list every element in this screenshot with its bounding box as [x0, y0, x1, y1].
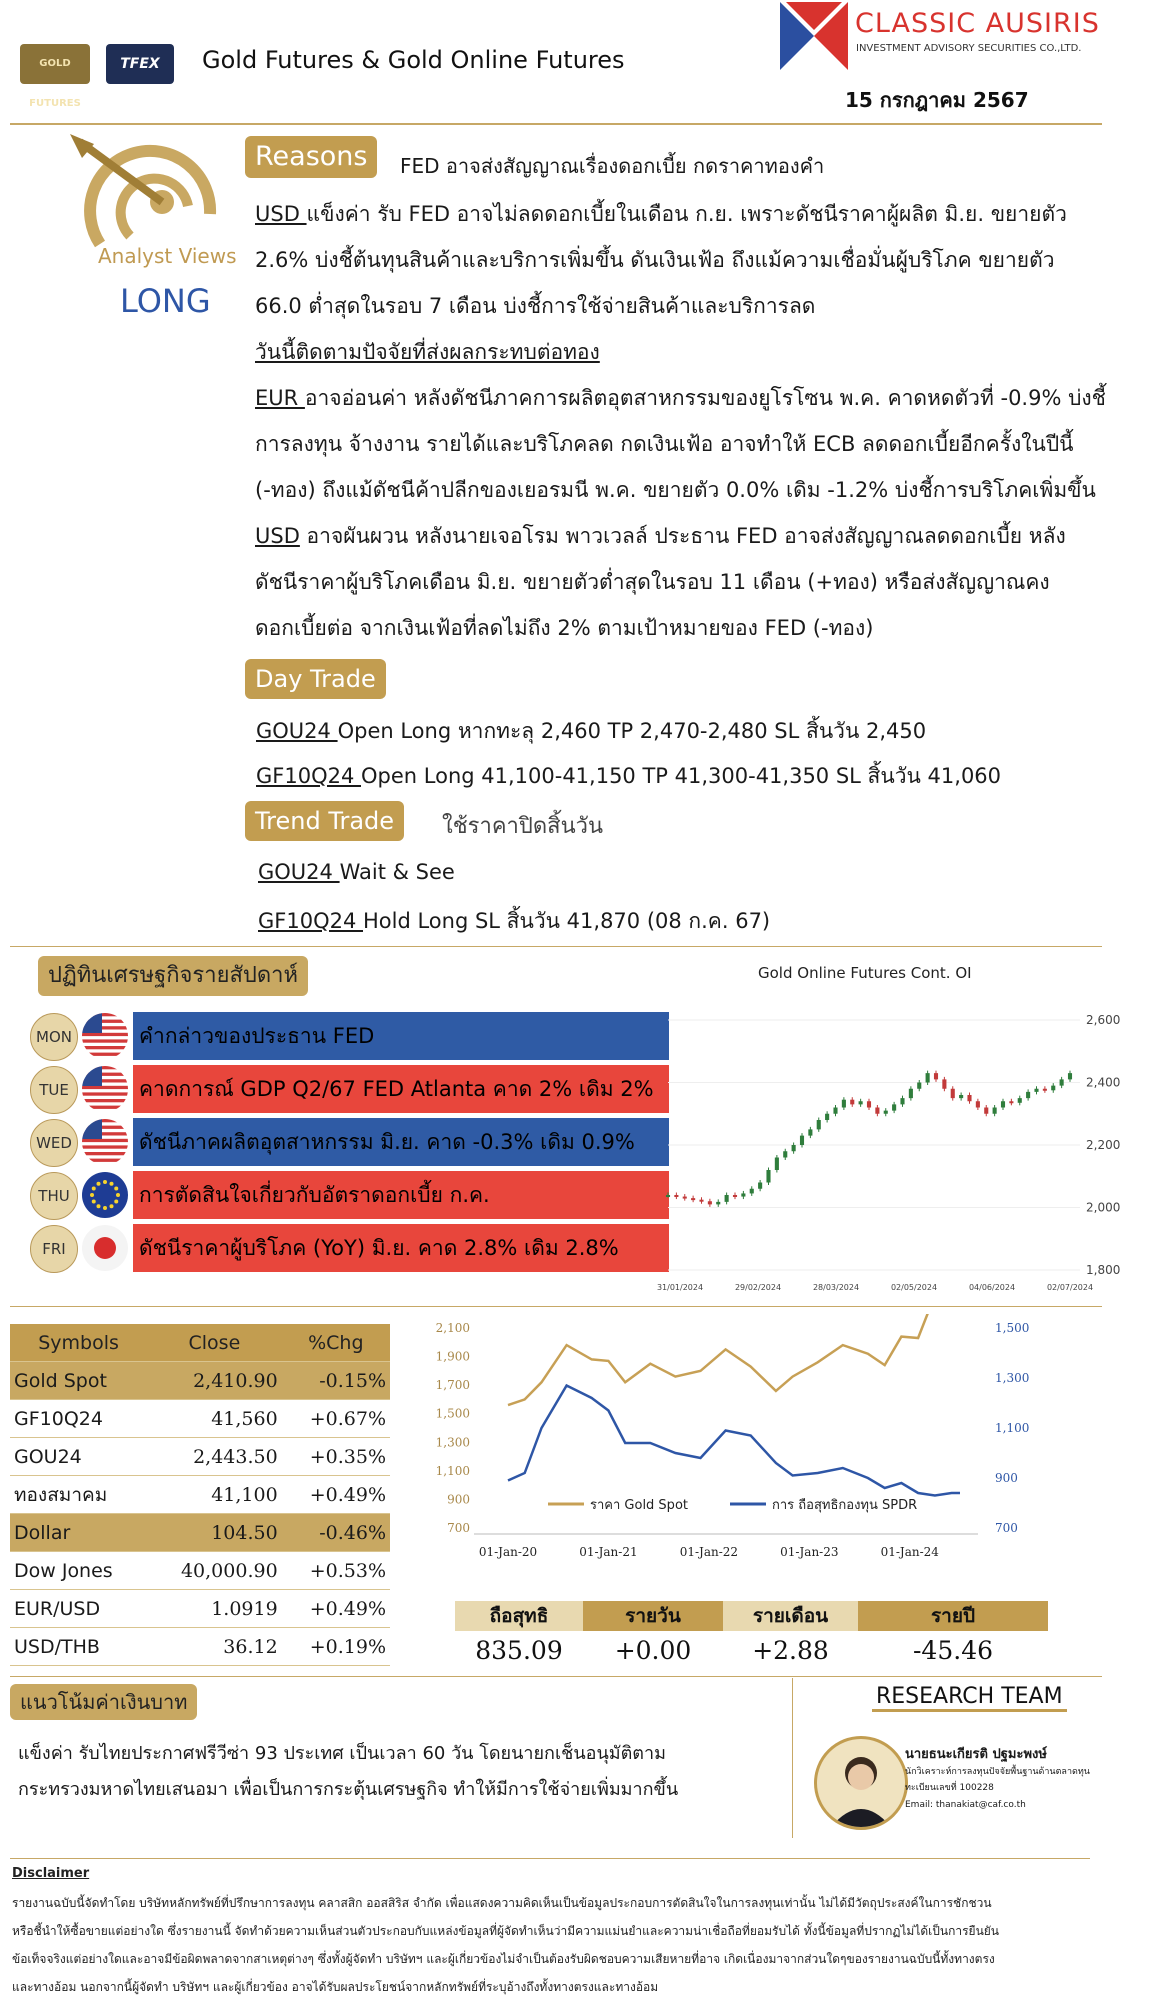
close-cell: 104.50: [147, 1514, 282, 1552]
oi-candle: [708, 1201, 712, 1204]
day-trade-tag: Day Trade: [245, 659, 386, 699]
jp-flag-icon: [82, 1225, 128, 1271]
reasons-p3-line3: ดอกเบี้ยต่อ จากเงินเฟ้อที่ลดไม่ถึง 2% ตามเป้าหมายของ FED (-ทอง): [255, 616, 874, 640]
oi-candle: [817, 1120, 821, 1129]
brand-name: CLASSIC AUSIRIS: [855, 8, 1100, 39]
reasons-p1-line2: 2.6% บ่งชี้ต้นทุนสินค้าและบริการเพิ่มขึ้น ดันเงินเฟ้อ ถึงแม้ความเชื่อมั่นผู้บริโภค ขยายตัว: [255, 248, 1055, 272]
day-trade-symbol-2: GF10Q24: [256, 764, 361, 788]
spdr-stat-header: รายวัน: [583, 1601, 723, 1631]
analyst-email: Email: thanakiat@caf.co.th: [905, 1800, 1026, 1810]
gs-right-tick: 900: [995, 1471, 1018, 1485]
oi-x-tick: 02/05/2024: [890, 1283, 938, 1292]
oi-candle: [674, 1195, 678, 1197]
gold-futures-logo: [20, 44, 90, 109]
oi-candle: [750, 1189, 754, 1194]
reasons-p1-line3: 66.0 ต่ำสุดในรอบ 7 เดือน บ่งชี้การใช้จ่ายสินค้าและบริการลด: [255, 294, 816, 318]
oi-candle: [850, 1100, 854, 1105]
reasons-p1-text1: แข็งค่า รับ FED อาจไม่ลดดอกเบี้ยในเดือน ก.ย. เพราะดัชนีราคาผู้ผลิต มิ.ย. ขยายตัว: [306, 202, 1067, 226]
oi-x-tick: 29/02/2024: [734, 1283, 782, 1292]
section-divider-1: [10, 946, 1102, 947]
reasons-p2-line3: (-ทอง) ถึงแม้ดัชนีค้าปลีกของเยอรมนี พ.ค. ขยายตัว 0.0% เดิม -1.2% บ่งชี้การบริโภคเพิ่มขึ้น: [255, 478, 1096, 502]
calendar-title: ปฏิทินเศรษฐกิจรายสัปดาห์: [38, 956, 308, 996]
gold-spdr-chart: [430, 1314, 1050, 1594]
usd-lead-2: USD: [255, 524, 300, 548]
symbol-cell: Dollar: [10, 1514, 147, 1552]
close-cell: 2,443.50: [147, 1438, 282, 1476]
gs-left-tick: 1,100: [435, 1463, 470, 1478]
oi-candle: [934, 1073, 938, 1079]
oi-candle: [1051, 1086, 1055, 1091]
day-trade-row-1: [256, 715, 926, 748]
col-symbols: Symbols: [10, 1324, 147, 1362]
gs-legend-label: การ ถือสุทธิกองทุน SPDR: [772, 1498, 918, 1513]
oi-candle: [733, 1195, 737, 1197]
usd-lead-1: USD: [255, 202, 307, 226]
tfex-logo-text: TFEX: [120, 56, 160, 72]
tfex-logo: [106, 44, 174, 84]
oi-x-tick: 31/01/2024: [656, 1283, 704, 1292]
vertical-divider: [792, 1678, 793, 1838]
trend-trade-note: ใช้ราคาปิดสิ้นวัน: [442, 814, 604, 839]
reasons-p2-text1: อาจอ่อนค่า หลังดัชนีภาคการผลิตอุตสาหกรรมของยูโรโซน พ.ค. คาดหดตัวที่ -0.9% บ่งชี้: [304, 386, 1106, 410]
oi-candle: [859, 1101, 863, 1104]
close-cell: 2,410.90: [147, 1362, 282, 1400]
chg-cell: +0.35%: [282, 1438, 390, 1476]
calendar-event-mon: คำกล่าวของประธาน FED: [133, 1012, 669, 1060]
spdr-stat-header: รายเดือน: [723, 1601, 858, 1631]
chg-cell: +0.67%: [282, 1400, 390, 1438]
oi-candle: [842, 1100, 846, 1108]
table-row: [10, 1362, 390, 1400]
day-trade-symbol-1: GOU24: [256, 719, 338, 743]
spdr-holdings-line: [508, 1386, 960, 1496]
day-tue: TUE: [30, 1066, 78, 1114]
baht-title: แนวโน้มค่าเงินบาท: [10, 1684, 197, 1720]
oi-candle: [917, 1083, 921, 1089]
report-date: 15 กรกฎาคม 2567: [845, 88, 1029, 112]
oi-candle: [775, 1158, 779, 1171]
table-row: [10, 1590, 390, 1628]
close-cell: 40,000.90: [147, 1552, 282, 1590]
disclaimer-line1: รายงานฉบับนี้จัดทำโดย บริษัทหลักทรัพย์ที่ปรึกษาการลงทุน คลาสสิก ออสสิริส จำกัด เพื่อแสดงความคิดเห็นเป็นข้อมูลประกอบการตัดสินใจในการลงทุนเท่านั้น ไม่ได้มีวัตถุประสงค์ในการชักชวน: [12, 1896, 992, 1910]
symbol-cell: Dow Jones: [10, 1552, 147, 1590]
spdr-stat-value: +2.88: [752, 1636, 829, 1665]
oi-candle: [993, 1108, 997, 1114]
trend-trade-tag: Trend Trade: [245, 801, 404, 841]
chg-cell: +0.53%: [282, 1552, 390, 1590]
gs-right-tick: 1,500: [995, 1321, 1030, 1335]
gs-left-tick: 1,300: [435, 1435, 470, 1450]
brand-subtitle: INVESTMENT ADVISORY SECURITIES CO.,LTD.: [856, 43, 1082, 54]
chg-cell: +0.49%: [282, 1476, 390, 1514]
oi-candle: [758, 1183, 762, 1189]
oi-chart: [640, 960, 1130, 1300]
symbol-cell: ทองสมาคม: [10, 1476, 147, 1514]
reasons-p2-line2: การลงทุน จ้างงาน รายได้และบริโภคลด กดเงินเฟ้อ อาจทำให้ ECB ลดดอกเบี้ยอีกครั้งในปีนี้: [255, 432, 1074, 456]
page-title: Gold Futures & Gold Online Futures: [202, 46, 625, 74]
oi-candle: [951, 1089, 955, 1098]
col-close: Close: [147, 1324, 282, 1362]
oi-candle: [959, 1095, 963, 1098]
table-row: [10, 1552, 390, 1590]
chg-cell: -0.15%: [282, 1362, 390, 1400]
oi-x-tick: 04/06/2024: [968, 1283, 1016, 1292]
gs-right-tick: 1,300: [995, 1371, 1030, 1385]
oi-candle: [741, 1193, 745, 1196]
oi-candle: [825, 1114, 829, 1120]
gs-right-tick: 700: [995, 1521, 1018, 1535]
trend-trade-symbol-1: GOU24: [258, 860, 340, 884]
oi-candle: [792, 1145, 796, 1151]
reasons-p3-line1: [255, 520, 1066, 553]
gs-x-tick: 01-Jan-23: [780, 1545, 839, 1559]
oi-candle: [1026, 1092, 1030, 1098]
section-divider-2: [10, 1306, 1102, 1307]
reasons-tag: Reasons: [245, 136, 377, 178]
header-divider: [10, 123, 1102, 125]
oi-y-tick: 2,600: [1086, 1013, 1121, 1027]
oi-y-tick: 2,200: [1086, 1138, 1121, 1152]
gs-x-tick: 01-Jan-22: [679, 1545, 739, 1559]
day-fri: FRI: [30, 1225, 78, 1273]
oi-candle: [1009, 1101, 1013, 1103]
day-thu: THU: [30, 1172, 78, 1220]
oi-candle: [725, 1195, 729, 1202]
trend-trade-text-1: Wait & See: [339, 860, 455, 884]
disclaimer-line2: หรือชี้นำให้ซื้อขายแต่อย่างใด ซึ่งรายงานนี้ จัดทำด้วยความเห็นส่วนตัวประกอบกับแหล่งข้อมูลที่ผู้จัดทำเห็นว่ามีความแม่นยำและความน่าเชื่อถือที่ยอมรับได้ ทั้งนี้ข้อมูลที่ปรากฏไม่ได้เป็นการยืนยัน: [12, 1924, 999, 1938]
analyst-views-label: Analyst Views: [98, 244, 237, 268]
calendar-event-wed: ดัชนีภาคผลิตอุตสาหกรรม มิ.ย. คาด -0.3% เดิม 0.9%: [133, 1118, 669, 1166]
oi-candle: [666, 1195, 670, 1197]
gs-left-tick: 1,700: [435, 1378, 470, 1393]
close-cell: 1.0919: [147, 1590, 282, 1628]
gs-right-tick: 1,100: [995, 1421, 1030, 1435]
spdr-stat-value: -45.46: [912, 1636, 994, 1665]
close-cell: 36.12: [147, 1628, 282, 1666]
table-row: [10, 1438, 390, 1476]
target-arrow-icon: [60, 134, 230, 252]
oi-y-tick: 2,400: [1086, 1075, 1121, 1090]
gs-x-tick: 01-Jan-20: [478, 1545, 538, 1559]
table-row: [10, 1400, 390, 1438]
gs-legend-label: ราคา Gold Spot: [590, 1498, 688, 1513]
us-flag-icon: [82, 1119, 128, 1165]
spdr-stat-header: รายปี: [858, 1601, 1048, 1631]
oi-y-tick: 1,800: [1086, 1263, 1121, 1277]
oi-candle: [1018, 1098, 1022, 1103]
oi-candle: [976, 1101, 980, 1107]
eur-lead: EUR: [255, 386, 305, 410]
eu-flag-icon: [82, 1172, 128, 1218]
calendar-event-tue: คาดการณ์ GDP Q2/67 FED Atlanta คาด 2% เดิม 2%: [133, 1065, 669, 1113]
symbol-cell: GF10Q24: [10, 1400, 147, 1438]
symbol-cell: GOU24: [10, 1438, 147, 1476]
oi-candle: [884, 1111, 888, 1114]
oi-candle: [1034, 1089, 1038, 1092]
oi-x-tick: 28/03/2024: [812, 1283, 860, 1292]
trend-trade-row-2: [258, 905, 770, 938]
oi-candle: [967, 1095, 971, 1101]
us-flag-icon: [82, 1066, 128, 1112]
oi-candle: [808, 1129, 812, 1135]
oi-chart-title: Gold Online Futures Cont. OI: [758, 964, 972, 982]
reasons-headline: FED อาจส่งสัญญาณเรื่องดอกเบี้ย กดราคาทองคำ: [400, 154, 825, 178]
gs-x-tick: 01-Jan-24: [880, 1545, 939, 1559]
oi-candle: [800, 1136, 804, 1145]
symbol-cell: Gold Spot: [10, 1362, 147, 1400]
market-table: [10, 1324, 390, 1666]
gs-left-tick: 1,900: [435, 1349, 470, 1364]
oi-candle: [867, 1101, 871, 1107]
oi-candle: [1001, 1101, 1005, 1107]
oi-candle: [833, 1108, 837, 1114]
analyst-avatar: [814, 1736, 908, 1830]
gs-left-tick: 2,100: [435, 1321, 470, 1335]
oi-candle: [942, 1079, 946, 1088]
gs-left-tick: 1,500: [435, 1406, 470, 1421]
day-trade-text-2: Open Long 41,100-41,150 TP 41,300-41,350 SL สิ้นวัน 41,060: [361, 764, 1002, 788]
oi-candle: [984, 1108, 988, 1114]
chg-cell: -0.46%: [282, 1514, 390, 1552]
oi-candle: [1043, 1089, 1047, 1091]
reasons-p3-text1: อาจผันผวน หลังนายเจอโรม พาวเวลล์ ประธาน FED อาจส่งสัญญาณลดดอกเบี้ย หลัง: [299, 524, 1066, 548]
calendar-event-thu: การตัดสินใจเกี่ยวกับอัตราดอกเบี้ย ก.ค.: [133, 1171, 669, 1219]
spdr-stat-value: +0.00: [614, 1636, 692, 1665]
analyst-name: นายธนะเกียรติ ปฐมะพงษ์: [905, 1747, 1047, 1762]
day-trade-row-2: [256, 760, 1001, 793]
today-factors: วันนี้ติดตามปัจจัยที่ส่งผลกระทบต่อทอง: [255, 340, 600, 364]
spdr-stat-header: ถือสุทธิ: [455, 1601, 583, 1631]
oi-candle: [766, 1170, 770, 1183]
disclaimer-title: Disclaimer: [12, 1866, 90, 1881]
trend-trade-row-1: [258, 860, 455, 884]
day-wed: WED: [30, 1119, 78, 1167]
chg-cell: +0.19%: [282, 1628, 390, 1666]
table-row: [10, 1628, 390, 1666]
section-divider-3: [10, 1676, 1102, 1677]
day-trade-text-1: Open Long หากทะลุ 2,460 TP 2,470-2,480 SL สิ้นวัน 2,450: [337, 719, 927, 743]
trend-trade-symbol-2: GF10Q24: [258, 909, 363, 933]
oi-candle: [691, 1198, 695, 1200]
oi-candle: [683, 1197, 687, 1199]
gs-left-tick: 700: [447, 1521, 470, 1535]
classic-ausiris-logo-icon: [780, 2, 848, 70]
baht-line1: แข็งค่า รับไทยประกาศฟรีวีซ่า 93 ประเทศ เป็นเวลา 60 วัน โดยนายกเช็นอนุมัติตาม: [18, 1743, 666, 1764]
gold-futures-logo-text: GOLD FUTURES: [29, 58, 81, 109]
symbol-cell: EUR/USD: [10, 1590, 147, 1628]
oi-candle: [1068, 1073, 1072, 1079]
symbol-cell: USD/THB: [10, 1628, 147, 1666]
oi-x-tick: 02/07/2024: [1046, 1283, 1094, 1292]
disclaimer-line4: และทางอ้อม นอกจากนี้ผู้จัดทำ บริษัทฯ และผู้เกี่ยวข้อง อาจได้รับผลประโยชน์จากหลักทรัพย์ที่ระบุอ้างถึงทั้งทางตรงและทางอ้อม: [12, 1980, 659, 1994]
disclaimer-line3: ข้อเท็จจริงแต่อย่างใดและอาจมีข้อผิดพลาดจากสาเหตุต่างๆ ซึ่งทั้งผู้จัดทำ บริษัทฯ และผู้เกี่ยวข้องไม่จำเป็นต้องรับผิดชอบความเสียหายที่อาจ เกิดเนื่องมาจากส่วนใดๆของรายงานฉบับนี้ทั้งทางตรง: [12, 1952, 995, 1966]
trend-trade-text-2: Hold Long SL สิ้นวัน 41,870 (08 ก.ค. 67): [363, 909, 771, 933]
close-cell: 41,100: [147, 1476, 282, 1514]
oi-candle: [900, 1098, 904, 1104]
analyst-title: นักวิเคราะห์การลงทุนปัจจัยพื้นฐานด้านตลาดทุน: [905, 1767, 1090, 1777]
reasons-p3-line2: ดัชนีราคาผู้บริโภคเดือน มิ.ย. ขยายตัวต่ำสุดในรอบ 11 เดือน (+ทอง) หรือส่งสัญญาณคง: [255, 570, 1050, 594]
oi-candle: [716, 1202, 720, 1205]
day-mon: MON: [30, 1013, 78, 1061]
research-team-title: RESEARCH TEAM: [872, 1684, 1067, 1712]
us-flag-icon: [82, 1013, 128, 1059]
col-chg: %Chg: [282, 1324, 390, 1362]
oi-candle: [1060, 1079, 1064, 1085]
oi-candle: [909, 1089, 913, 1098]
chg-cell: +0.49%: [282, 1590, 390, 1628]
calendar-event-fri: ดัชนีราคาผู้บริโภค (YoY) มิ.ย. คาด 2.8% เดิม 2.8%: [133, 1224, 669, 1272]
oi-candle: [783, 1151, 787, 1157]
baht-line2: กระทรวงมหาดไทยเสนอมา เพื่อเป็นการกระตุ้นเศรษฐกิจ ทำให้มีการใช้จ่ายเพิ่มมากขึ้น: [18, 1779, 679, 1800]
oi-candle: [892, 1104, 896, 1110]
gs-left-tick: 900: [447, 1492, 470, 1507]
analyst-license: ทะเบียนเลขที่ 100228: [905, 1783, 994, 1793]
oi-candle: [926, 1073, 930, 1082]
spdr-stat-value: 835.09: [475, 1636, 563, 1665]
oi-y-tick: 2,000: [1086, 1200, 1121, 1215]
reasons-p2-line1: [255, 382, 1106, 415]
oi-candle: [699, 1200, 703, 1202]
close-cell: 41,560: [147, 1400, 282, 1438]
reasons-p1-line1: [255, 198, 1067, 231]
table-row: [10, 1476, 390, 1514]
oi-candle: [875, 1108, 879, 1114]
section-divider-4: [10, 1858, 1090, 1859]
table-row: [10, 1514, 390, 1552]
analyst-view-long: LONG: [120, 282, 211, 320]
gs-x-tick: 01-Jan-21: [579, 1545, 638, 1559]
